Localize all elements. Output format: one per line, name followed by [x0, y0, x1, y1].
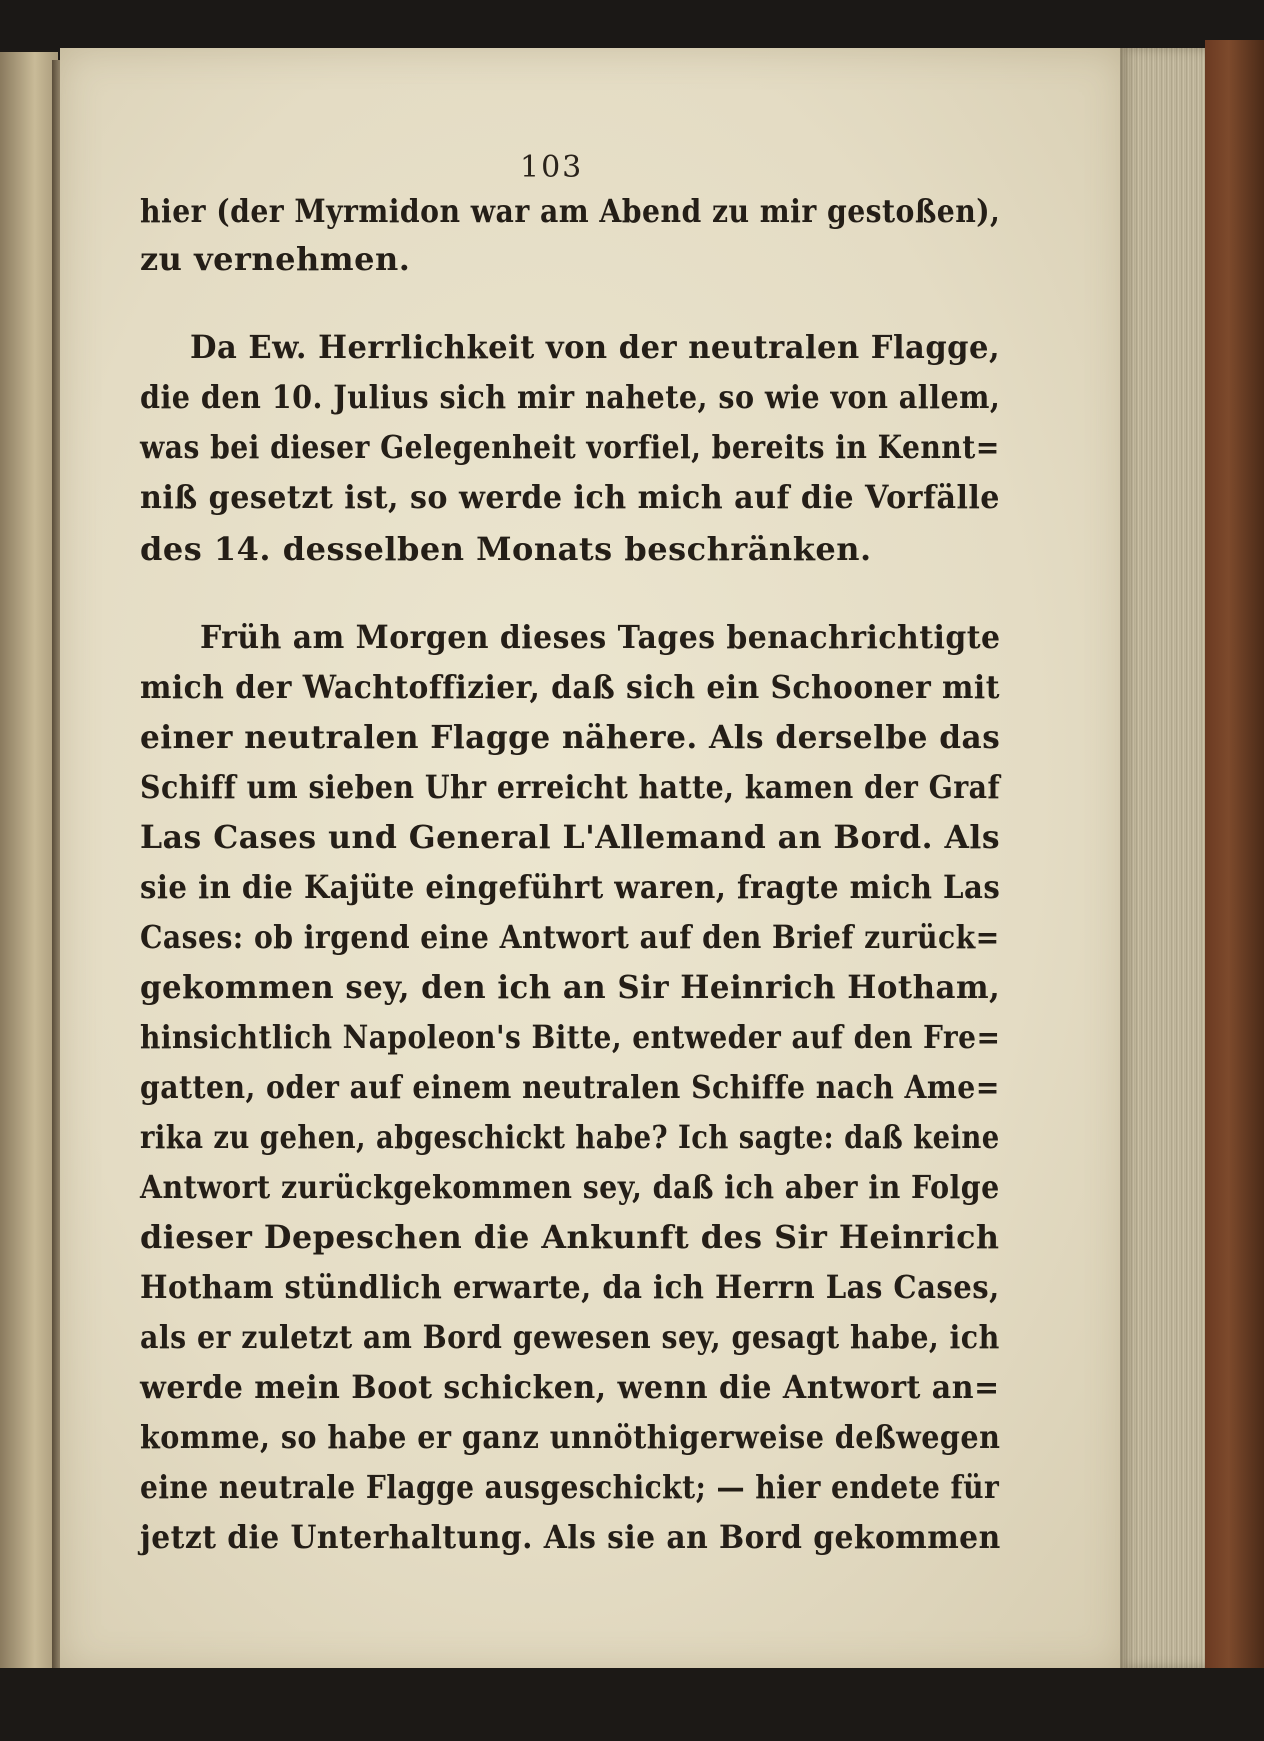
text-line: was bei dieser Gelegenheit vorfiel, bereits in Kennt= [140, 428, 1000, 466]
text-line: dieser Depeschen die Ankunft des Sir Heinrich [140, 1218, 1000, 1256]
text-line: komme, so habe er ganz unnöthigerweise deßwegen [140, 1418, 1001, 1456]
text-line: hinsichtlich Napoleon's Bitte, entweder auf den Fre= [140, 1018, 1001, 1056]
left-page-edge [0, 52, 58, 1672]
text-line: rika zu gehen, abgeschickt habe? Ich sagte: daß keine [140, 1118, 1000, 1156]
text-line: als er zuletzt am Bord gewesen sey, gesagt habe, ich [140, 1318, 1000, 1356]
text-line: werde mein Boot schicken, wenn die Antwort an= [140, 1368, 1000, 1406]
text-line: Hotham stündlich erwarte, da ich Herrn Las Cases, [140, 1268, 1000, 1306]
page-number: 103 [520, 150, 584, 185]
scan-background-bottom [0, 1668, 1264, 1741]
text-line: Früh am Morgen dieses Tages benachrichtigte [200, 618, 1001, 656]
book-cover-edge [1205, 40, 1264, 1741]
scan-background-top [0, 0, 1264, 50]
page-block-edges [1120, 48, 1210, 1668]
text-line: jetzt die Unterhaltung. Als sie an Bord gekommen [140, 1518, 1001, 1556]
text-line: gekommen sey, den ich an Sir Heinrich Hotham, [140, 968, 1001, 1006]
text-line: zu vernehmen. [140, 240, 411, 278]
text-line: die den 10. Julius sich mir nahete, so wie von allem, [140, 378, 1001, 416]
text-line: sie in die Kajüte eingeführt waren, fragte mich Las [140, 868, 1001, 906]
text-line: Schiff um sieben Uhr erreicht hatte, kamen der Graf [140, 768, 1001, 806]
text-line: des 14. desselben Monats beschränken. [140, 530, 872, 568]
text-line: mich der Wachtoffizier, daß sich ein Schooner mit [140, 668, 1000, 706]
text-line: einer neutralen Flagge nähere. Als derselbe das [140, 718, 1001, 756]
text-line: eine neutrale Flagge ausgeschickt; — hier endete für [140, 1468, 1000, 1506]
text-line: niß gesetzt ist, so werde ich mich auf die Vorfälle [140, 478, 1000, 516]
text-line: hier (der Myrmidon war am Abend zu mir gestoßen), [140, 192, 1001, 230]
text-line: Las Cases und General L'Allemand an Bord. Als [140, 818, 1001, 856]
text-line: Antwort zurückgekommen sey, daß ich aber in Folge [140, 1168, 1000, 1206]
text-line: Da Ew. Herrlichkeit von der neutralen Flagge, [190, 328, 1001, 366]
text-line: gatten, oder auf einem neutralen Schiffe nach Ame= [140, 1068, 1000, 1106]
text-line: Cases: ob irgend eine Antwort auf den Brief zurück= [140, 918, 1000, 956]
